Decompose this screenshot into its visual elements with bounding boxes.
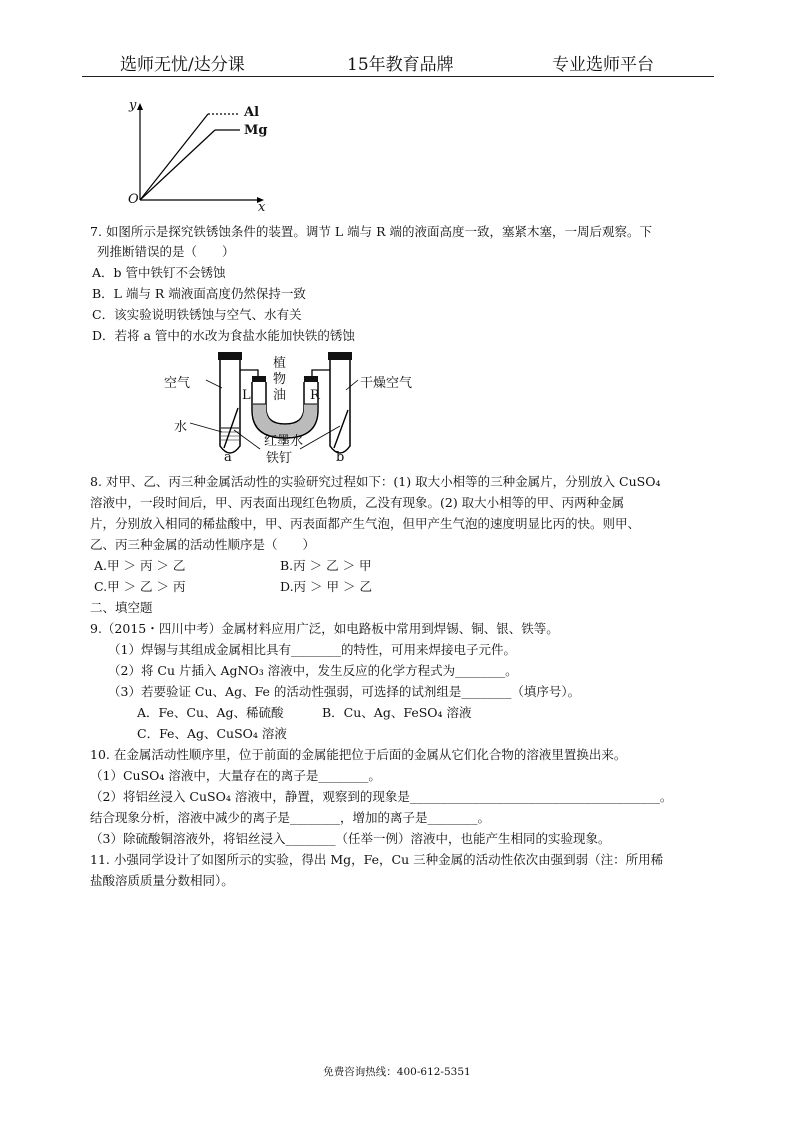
q9-stem: 9.（2015・四川中考）金属材料应用广泛，如电路板中常用到焊锡、铜、银、铁等。 (90, 621, 559, 636)
label-a: a (224, 450, 232, 465)
q9-sub-1: （1）焊锡与其组成金属相比具有________的特性，可用来焊接电子元件。 (108, 642, 516, 657)
reaction-graph (120, 100, 280, 215)
label-L: L (242, 388, 251, 403)
q8-line-3: 片，分别放入相同的稀盐酸中，甲、丙表面都产生气泡，但甲产生气泡的速度明显比丙的快。则甲、 (90, 516, 641, 531)
q9-option-c: C．Fe、Ag、CuSO₄ 溶液 (137, 726, 287, 741)
q7-stem-2: 列推断错误的是（ ） (97, 244, 235, 259)
q7-option-a: A．b 管中铁钉不会锈蚀 (92, 265, 226, 280)
q11-line-1: 11. 小强同学设计了如图所示的实验，得出 Mg，Fe，Cu 三种金属的活动性依次由强到弱（注：所用稀 (90, 852, 664, 867)
graph-origin-label: O (128, 192, 139, 207)
q10-sub-1: （1）CuSO₄ 溶液中，大量存在的离子是________。 (90, 768, 381, 783)
label-b: b (336, 450, 345, 465)
q9-option-b: B．Cu、Ag、FeSO₄ 溶液 (322, 705, 472, 720)
label-R: R (310, 388, 320, 403)
q9-sub-2: （2）将 Cu 片插入 AgNO₃ 溶液中，发生反应的化学方程式为________。 (108, 663, 518, 678)
q10-sub-2: （2）将铝丝浸入 CuSO₄ 溶液中，静置，观察到的现象是________________________________________。 (90, 789, 673, 804)
graph-al-label: Al (244, 105, 260, 120)
q8-line-4: 乙、丙三种金属的活动性顺序是（ ） (90, 537, 316, 552)
graph-x-label: x (258, 200, 266, 215)
page-header (82, 48, 714, 77)
q11-line-2: 盐酸溶质质量分数相同）。 (90, 873, 234, 888)
q10-stem: 10. 在金属活动性顺序里，位于前面的金属能把位于后面的金属从它们化合物的溶液里置换出来。 (90, 747, 627, 762)
section-fill-blank: 二、填空题 (90, 600, 153, 615)
q8-option-d: D.丙 ＞ 甲 ＞ 乙 (280, 579, 372, 594)
graph-y-label: y (129, 98, 137, 113)
footer-hotline: 免费咨询热线：400-612-5351 (323, 1066, 471, 1078)
label-dry-air: 干燥空气 (360, 376, 413, 391)
q8-option-a: A.甲 ＞ 丙 ＞ 乙 (94, 558, 186, 573)
label-oil-3: 油 (273, 388, 287, 403)
header-left: 选师无忧/达分课 (120, 55, 245, 75)
q8-option-c: C.甲 ＞ 乙 ＞ 丙 (94, 579, 186, 594)
label-oil-2: 物 (273, 372, 287, 387)
q10-sub-3: （3）除硫酸铜溶液外，将铝丝浸入________（任举一例）溶液中，也能产生相同的实验现象。 (90, 831, 611, 846)
q7-option-c: C．该实验说明铁锈蚀与空气、水有关 (92, 307, 302, 322)
rust-apparatus-figure (160, 348, 420, 466)
q10-sub-2b: 结合现象分析，溶液中减少的离子是________，增加的离子是________。 (90, 810, 491, 825)
q8-line-2: 溶液中，一段时间后，甲、丙表面出现红色物质，乙没有现象。(2) 取大小相等的甲、丙两种金属 (90, 495, 625, 510)
q9-sub-3: （3）若要验证 Cu、Ag、Fe 的活动性强弱，可选择的试剂组是________（填序号）。 (108, 684, 581, 699)
label-red-ink: 红墨水 (264, 434, 304, 449)
q7-option-d: D．若将 a 管中的水改为食盐水能加快铁的锈蚀 (92, 328, 355, 343)
graph-mg-label: Mg (244, 123, 268, 138)
label-nail: 铁钉 (266, 451, 293, 466)
q9-option-a: A．Fe、Cu、Ag、稀硫酸 (137, 705, 284, 720)
q8-option-b: B.丙 ＞ 乙 ＞ 甲 (280, 558, 372, 573)
label-water: 水 (174, 420, 188, 435)
q7-option-b: B．L 端与 R 端液面高度仍然保持一致 (92, 286, 306, 301)
label-oil-1: 植 (273, 356, 287, 371)
header-center: 15年教育品牌 (347, 55, 454, 75)
q8-line-1: 8. 对甲、乙、丙三种金属活动性的实验研究过程如下：(1) 取大小相等的三种金属片，分别放入 CuSO₄ (90, 474, 661, 489)
label-air: 空气 (164, 376, 191, 391)
q7-stem-1: 7. 如图所示是探究铁锈蚀条件的装置。调节 L 端与 R 端的液面高度一致，塞紧木塞，一周后观察。下 (90, 224, 653, 239)
header-right: 专业选师平台 (552, 55, 654, 75)
